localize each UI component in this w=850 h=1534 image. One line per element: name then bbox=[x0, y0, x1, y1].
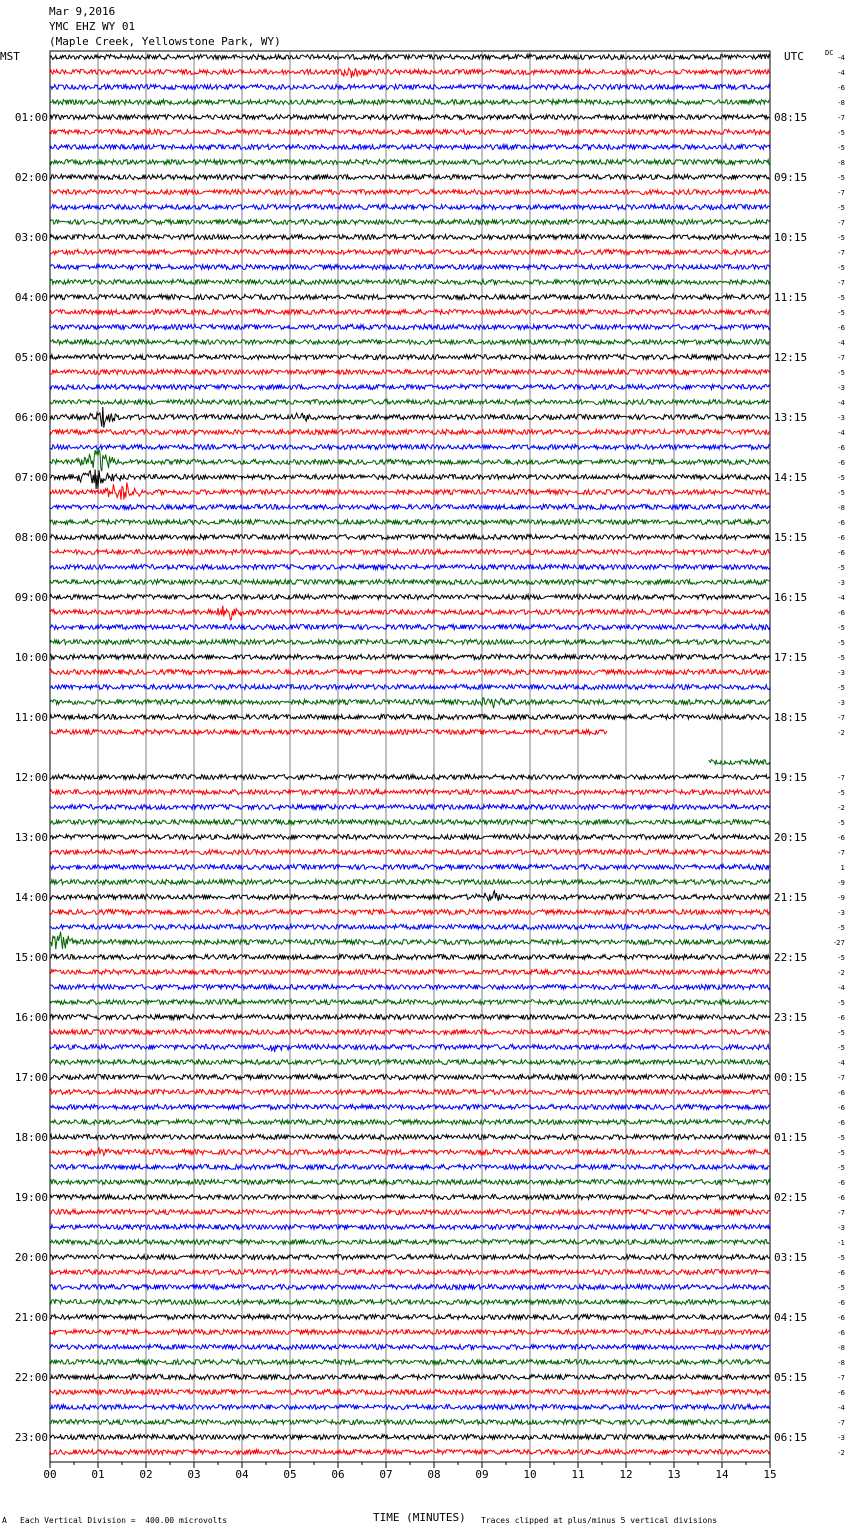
seismic-trace-36 bbox=[50, 595, 770, 600]
dc-offset-label: -5 bbox=[838, 999, 845, 1007]
utc-hour-label: 03:15 bbox=[774, 1251, 808, 1264]
x-tick-label: 07 bbox=[379, 1468, 393, 1481]
mst-hour-label: 22:00 bbox=[14, 1371, 48, 1384]
dc-offset-label: -9 bbox=[838, 879, 845, 887]
dc-offset-label: -5 bbox=[838, 1134, 845, 1142]
mst-hour-label: 07:00 bbox=[14, 471, 48, 484]
seismic-trace-33 bbox=[50, 550, 770, 555]
dc-offset-label: -2 bbox=[838, 1449, 845, 1457]
dc-offset-label: -7 bbox=[838, 774, 845, 782]
seismic-trace-4 bbox=[50, 115, 770, 120]
dc-offset-label: -5 bbox=[838, 474, 845, 482]
mst-hour-label: 01:00 bbox=[14, 111, 48, 124]
dc-offset-label: -5 bbox=[838, 924, 845, 932]
seismic-trace-92 bbox=[50, 1435, 770, 1440]
utc-hour-label: 00:15 bbox=[774, 1071, 808, 1084]
seismic-trace-75 bbox=[50, 1180, 770, 1185]
mst-hour-label: 17:00 bbox=[14, 1071, 48, 1084]
dc-offset-label: -1 bbox=[838, 1239, 845, 1247]
seismic-trace-84 bbox=[50, 1315, 770, 1320]
seismic-trace-72 bbox=[50, 1135, 770, 1140]
mst-hour-label: 10:00 bbox=[14, 651, 48, 664]
seismic-trace-51 bbox=[50, 820, 770, 825]
seismic-trace-52 bbox=[50, 835, 770, 840]
seismic-trace-81 bbox=[50, 1270, 770, 1275]
utc-hour-label: 23:15 bbox=[774, 1011, 808, 1024]
station-id: YMC EHZ WY 01 bbox=[49, 20, 136, 33]
dc-offset-label: -7 bbox=[838, 1374, 845, 1382]
dc-offset-label: -5 bbox=[838, 1284, 845, 1292]
dc-offset-label: -6 bbox=[838, 549, 845, 557]
dc-offset-label: -5 bbox=[838, 624, 845, 632]
dc-offset-label: -5 bbox=[838, 294, 845, 302]
dc-offset-label: -6 bbox=[838, 834, 845, 842]
dc-offset-label: -5 bbox=[838, 789, 845, 797]
dc-offset-label: -6 bbox=[838, 519, 845, 527]
seismic-trace-53 bbox=[50, 850, 770, 855]
seismic-trace-89 bbox=[50, 1390, 770, 1395]
seismic-trace-76 bbox=[50, 1195, 770, 1200]
dc-offset-label: -3 bbox=[838, 414, 845, 422]
dc-offset-label: -7 bbox=[838, 189, 845, 197]
seismic-trace-58 bbox=[50, 925, 770, 930]
seismic-trace-90 bbox=[50, 1405, 770, 1410]
seismic-trace-35 bbox=[50, 580, 770, 585]
seismic-trace-70 bbox=[50, 1105, 770, 1110]
x-tick-label: 12 bbox=[619, 1468, 633, 1481]
dc-offset-label: -6 bbox=[838, 1119, 845, 1127]
seismic-trace-83 bbox=[50, 1300, 770, 1305]
seismic-trace-47 bbox=[709, 760, 770, 765]
mst-hour-label: 14:00 bbox=[14, 891, 48, 904]
seismic-trace-66 bbox=[50, 1044, 770, 1052]
seismic-trace-40 bbox=[50, 655, 770, 660]
utc-hour-label: 12:15 bbox=[774, 351, 808, 364]
dc-offset-label: -9 bbox=[838, 894, 845, 902]
dc-offset-label: -5 bbox=[838, 819, 845, 827]
dc-offset-label: -6 bbox=[838, 1314, 845, 1322]
seismic-trace-41 bbox=[50, 670, 770, 675]
seismic-trace-30 bbox=[50, 505, 770, 510]
dc-offset-label: -7 bbox=[838, 114, 845, 122]
dc-offset-label: -4 bbox=[838, 1404, 845, 1412]
dc-offset-label: -5 bbox=[838, 564, 845, 572]
dc-offset-label: -2 bbox=[838, 969, 845, 977]
plot-date: Mar 9,2016 bbox=[49, 5, 116, 18]
dc-offset-label: -6 bbox=[838, 1269, 845, 1277]
mst-hour-label: 02:00 bbox=[14, 171, 48, 184]
seismic-trace-27 bbox=[50, 450, 770, 471]
dc-offset-label: 1 bbox=[840, 864, 845, 872]
utc-hour-label: 21:15 bbox=[774, 891, 808, 904]
mst-hour-label: 05:00 bbox=[14, 351, 48, 364]
seismic-trace-9 bbox=[50, 190, 770, 195]
dc-offset-label: -7 bbox=[838, 279, 845, 287]
seismic-trace-0 bbox=[50, 55, 770, 60]
seismic-trace-44 bbox=[50, 715, 770, 720]
x-axis-title: TIME (MINUTES) bbox=[373, 1511, 466, 1524]
dc-offset-label: -6 bbox=[838, 1389, 845, 1397]
mst-hour-label: 06:00 bbox=[14, 411, 48, 424]
dc-offset-label: -5 bbox=[838, 309, 845, 317]
dc-offset-label: -5 bbox=[838, 654, 845, 662]
seismic-trace-86 bbox=[50, 1345, 770, 1350]
seismic-trace-38 bbox=[50, 625, 770, 630]
dc-offset-label: -6 bbox=[838, 534, 845, 542]
x-tick-label: 14 bbox=[715, 1468, 729, 1481]
dc-offset-label: -7 bbox=[838, 219, 845, 227]
dc-offset-label: -8 bbox=[838, 1359, 845, 1367]
utc-hour-label: 22:15 bbox=[774, 951, 808, 964]
seismic-trace-61 bbox=[50, 970, 770, 975]
seismic-trace-55 bbox=[50, 880, 770, 885]
mst-hour-label: 12:00 bbox=[14, 771, 48, 784]
dc-offset-title: DC bbox=[825, 49, 834, 57]
seismic-trace-17 bbox=[50, 310, 770, 315]
mst-hour-label: 21:00 bbox=[14, 1311, 48, 1324]
dc-offset-label: -6 bbox=[838, 1014, 845, 1022]
x-tick-label: 09 bbox=[475, 1468, 489, 1481]
dc-offset-label: -5 bbox=[838, 1149, 845, 1157]
seismic-trace-50 bbox=[50, 805, 770, 810]
seismic-trace-22 bbox=[50, 385, 770, 390]
dc-offset-label: -6 bbox=[838, 609, 845, 617]
seismic-trace-8 bbox=[50, 175, 770, 180]
utc-hour-label: 09:15 bbox=[774, 171, 808, 184]
dc-offset-label: -5 bbox=[838, 639, 845, 647]
dc-offset-label: -6 bbox=[838, 1329, 845, 1337]
dc-offset-label: -5 bbox=[838, 489, 845, 497]
seismic-trace-13 bbox=[50, 250, 770, 255]
seismic-trace-79 bbox=[50, 1240, 770, 1245]
x-tick-label: 04 bbox=[235, 1468, 249, 1481]
mst-hour-label: 03:00 bbox=[14, 231, 48, 244]
dc-offset-label: -5 bbox=[838, 954, 845, 962]
seismic-trace-45 bbox=[50, 730, 607, 735]
dc-offset-label: -3 bbox=[838, 579, 845, 587]
dc-offset-label: -3 bbox=[838, 1224, 845, 1232]
dc-offset-label: -7 bbox=[838, 354, 845, 362]
logo-mark: A bbox=[2, 1516, 7, 1525]
mst-hour-label: 15:00 bbox=[14, 951, 48, 964]
mst-hour-label: 20:00 bbox=[14, 1251, 48, 1264]
seismic-trace-11 bbox=[50, 220, 770, 225]
dc-offset-label: -5 bbox=[838, 684, 845, 692]
dc-offset-label: -5 bbox=[838, 174, 845, 182]
dc-offset-label: -3 bbox=[838, 1434, 845, 1442]
dc-offset-label: -8 bbox=[838, 504, 845, 512]
seismic-trace-49 bbox=[50, 790, 770, 795]
seismic-trace-91 bbox=[50, 1420, 770, 1425]
dc-offset-label: -7 bbox=[838, 849, 845, 857]
seismic-trace-5 bbox=[50, 130, 770, 135]
seismic-trace-42 bbox=[50, 685, 770, 690]
seismic-trace-32 bbox=[50, 535, 770, 540]
x-tick-label: 11 bbox=[571, 1468, 585, 1481]
seismic-trace-15 bbox=[50, 280, 770, 285]
seismic-trace-77 bbox=[50, 1210, 770, 1215]
dc-offset-label: -8 bbox=[838, 159, 845, 167]
dc-offset-label: -6 bbox=[838, 1299, 845, 1307]
dc-offset-label: -7 bbox=[838, 1419, 845, 1427]
utc-hour-label: 13:15 bbox=[774, 411, 808, 424]
utc-hour-label: 16:15 bbox=[774, 591, 808, 604]
seismic-trace-85 bbox=[50, 1330, 770, 1335]
dc-offset-label: -27 bbox=[833, 939, 845, 947]
dc-offset-label: -4 bbox=[838, 54, 845, 62]
dc-offset-label: -4 bbox=[838, 339, 845, 347]
seismic-trace-69 bbox=[50, 1090, 770, 1095]
dc-offset-label: -7 bbox=[838, 714, 845, 722]
seismic-trace-48 bbox=[50, 775, 770, 780]
utc-hour-label: 19:15 bbox=[774, 771, 808, 784]
dc-offset-label: -4 bbox=[838, 69, 845, 77]
mst-hour-label: 18:00 bbox=[14, 1131, 48, 1144]
seismic-trace-18 bbox=[50, 325, 770, 330]
seismic-trace-20 bbox=[50, 355, 770, 360]
mst-hour-label: 09:00 bbox=[14, 591, 48, 604]
seismic-trace-7 bbox=[50, 160, 770, 165]
dc-offset-label: -6 bbox=[838, 1179, 845, 1187]
dc-offset-label: -5 bbox=[838, 264, 845, 272]
dc-offset-label: -4 bbox=[838, 399, 845, 407]
dc-offset-label: -7 bbox=[838, 1209, 845, 1217]
dc-offset-label: -6 bbox=[838, 1194, 845, 1202]
utc-hour-label: 15:15 bbox=[774, 531, 808, 544]
x-tick-label: 01 bbox=[91, 1468, 105, 1481]
dc-offset-label: -5 bbox=[838, 1254, 845, 1262]
dc-offset-label: -6 bbox=[838, 444, 845, 452]
dc-offset-label: -5 bbox=[838, 1164, 845, 1172]
seismic-trace-62 bbox=[50, 985, 770, 990]
seismic-trace-16 bbox=[50, 295, 770, 300]
dc-offset-label: -7 bbox=[838, 249, 845, 257]
dc-offset-label: -8 bbox=[838, 1344, 845, 1352]
x-tick-label: 10 bbox=[523, 1468, 537, 1481]
utc-hour-label: 14:15 bbox=[774, 471, 808, 484]
seismic-trace-59 bbox=[50, 932, 770, 950]
utc-hour-label: 06:15 bbox=[774, 1431, 808, 1444]
seismic-trace-37 bbox=[50, 606, 770, 621]
seismic-trace-21 bbox=[50, 370, 770, 375]
mst-hour-label: 23:00 bbox=[14, 1431, 48, 1444]
utc-hour-label: 17:15 bbox=[774, 651, 808, 664]
seismic-trace-28 bbox=[50, 470, 770, 490]
seismic-trace-3 bbox=[50, 100, 770, 105]
dc-offset-label: -5 bbox=[838, 129, 845, 137]
utc-hour-label: 02:15 bbox=[774, 1191, 808, 1204]
mst-hour-label: 16:00 bbox=[14, 1011, 48, 1024]
seismic-trace-6 bbox=[50, 145, 770, 150]
utc-hour-label: 01:15 bbox=[774, 1131, 808, 1144]
seismic-trace-60 bbox=[50, 955, 770, 960]
seismic-trace-12 bbox=[50, 235, 770, 240]
dc-offset-label: -3 bbox=[838, 669, 845, 677]
dc-offset-label: -4 bbox=[838, 429, 845, 437]
dc-offset-label: -6 bbox=[838, 84, 845, 92]
dc-offset-label: -4 bbox=[838, 594, 845, 602]
seismic-trace-87 bbox=[50, 1360, 770, 1365]
x-tick-label: 15 bbox=[763, 1468, 777, 1481]
x-tick-label: 06 bbox=[331, 1468, 345, 1481]
dc-offset-label: -5 bbox=[838, 369, 845, 377]
seismic-trace-67 bbox=[50, 1060, 770, 1065]
mst-hour-label: 13:00 bbox=[14, 831, 48, 844]
seismic-trace-56 bbox=[50, 891, 770, 901]
utc-hour-label: 08:15 bbox=[774, 111, 808, 124]
x-tick-label: 08 bbox=[427, 1468, 441, 1481]
seismic-trace-80 bbox=[50, 1255, 770, 1260]
seismic-trace-2 bbox=[50, 85, 770, 90]
seismic-trace-26 bbox=[50, 445, 770, 450]
utc-hour-label: 18:15 bbox=[774, 711, 808, 724]
seismic-trace-10 bbox=[50, 205, 770, 210]
dc-offset-label: -3 bbox=[838, 909, 845, 917]
seismic-trace-31 bbox=[50, 520, 770, 525]
seismic-trace-23 bbox=[50, 400, 770, 405]
dc-offset-label: -4 bbox=[838, 984, 845, 992]
mst-axis-title: MST bbox=[0, 50, 20, 63]
mst-hour-label: 08:00 bbox=[14, 531, 48, 544]
dc-offset-label: -5 bbox=[838, 204, 845, 212]
utc-axis-title: UTC bbox=[784, 50, 804, 63]
seismic-trace-73 bbox=[50, 1148, 770, 1156]
seismic-trace-43 bbox=[50, 698, 770, 708]
seismic-trace-82 bbox=[50, 1285, 770, 1290]
seismic-trace-57 bbox=[50, 910, 770, 915]
x-tick-label: 13 bbox=[667, 1468, 681, 1481]
dc-offset-label: -4 bbox=[838, 1059, 845, 1067]
seismic-trace-54 bbox=[50, 865, 770, 870]
utc-hour-label: 20:15 bbox=[774, 831, 808, 844]
dc-offset-label: -2 bbox=[838, 729, 845, 737]
seismic-trace-25 bbox=[50, 430, 770, 435]
seismic-trace-68 bbox=[50, 1075, 770, 1080]
dc-offset-label: -3 bbox=[838, 384, 845, 392]
seismic-trace-1 bbox=[50, 68, 770, 78]
seismic-trace-78 bbox=[50, 1225, 770, 1230]
seismic-trace-63 bbox=[50, 1000, 770, 1005]
utc-hour-label: 05:15 bbox=[774, 1371, 808, 1384]
seismic-trace-88 bbox=[50, 1375, 770, 1380]
dc-offset-label: -5 bbox=[838, 144, 845, 152]
dc-offset-label: -6 bbox=[838, 324, 845, 332]
x-tick-label: 00 bbox=[43, 1468, 57, 1481]
dc-offset-label: -8 bbox=[838, 99, 845, 107]
seismic-trace-64 bbox=[50, 1015, 770, 1020]
seismic-trace-93 bbox=[50, 1450, 770, 1455]
plot-frame bbox=[50, 51, 770, 1462]
dc-offset-label: -6 bbox=[838, 459, 845, 467]
seismic-trace-39 bbox=[50, 640, 770, 645]
dc-offset-label: -3 bbox=[838, 699, 845, 707]
seismic-trace-29 bbox=[50, 482, 770, 500]
seismic-trace-34 bbox=[50, 565, 770, 570]
dc-offset-label: -5 bbox=[838, 234, 845, 242]
dc-offset-label: -6 bbox=[838, 1104, 845, 1112]
mst-hour-label: 04:00 bbox=[14, 291, 48, 304]
mst-hour-label: 19:00 bbox=[14, 1191, 48, 1204]
dc-offset-label: -6 bbox=[838, 1089, 845, 1097]
utc-hour-label: 04:15 bbox=[774, 1311, 808, 1324]
x-tick-label: 05 bbox=[283, 1468, 297, 1481]
seismic-trace-65 bbox=[50, 1030, 770, 1035]
vertical-division-note: Each Vertical Division = 400.00 microvolts bbox=[20, 1516, 228, 1525]
station-location: (Maple Creek, Yellowstone Park, WY) bbox=[49, 35, 281, 48]
seismic-trace-71 bbox=[50, 1120, 770, 1125]
utc-hour-label: 10:15 bbox=[774, 231, 808, 244]
dc-offset-label: -7 bbox=[838, 1074, 845, 1082]
seismic-trace-74 bbox=[50, 1165, 770, 1170]
dc-offset-label: -2 bbox=[838, 804, 845, 812]
mst-hour-label: 11:00 bbox=[14, 711, 48, 724]
clipping-note: Traces clipped at plus/minus 5 vertical divisions bbox=[481, 1516, 718, 1525]
seismic-trace-19 bbox=[50, 340, 770, 345]
seismic-trace-24 bbox=[50, 407, 770, 428]
utc-hour-label: 11:15 bbox=[774, 291, 808, 304]
x-tick-label: 02 bbox=[139, 1468, 153, 1481]
x-tick-label: 03 bbox=[187, 1468, 201, 1481]
seismic-trace-14 bbox=[50, 265, 770, 270]
dc-offset-label: -5 bbox=[838, 1029, 845, 1037]
dc-offset-label: -5 bbox=[838, 1044, 845, 1052]
